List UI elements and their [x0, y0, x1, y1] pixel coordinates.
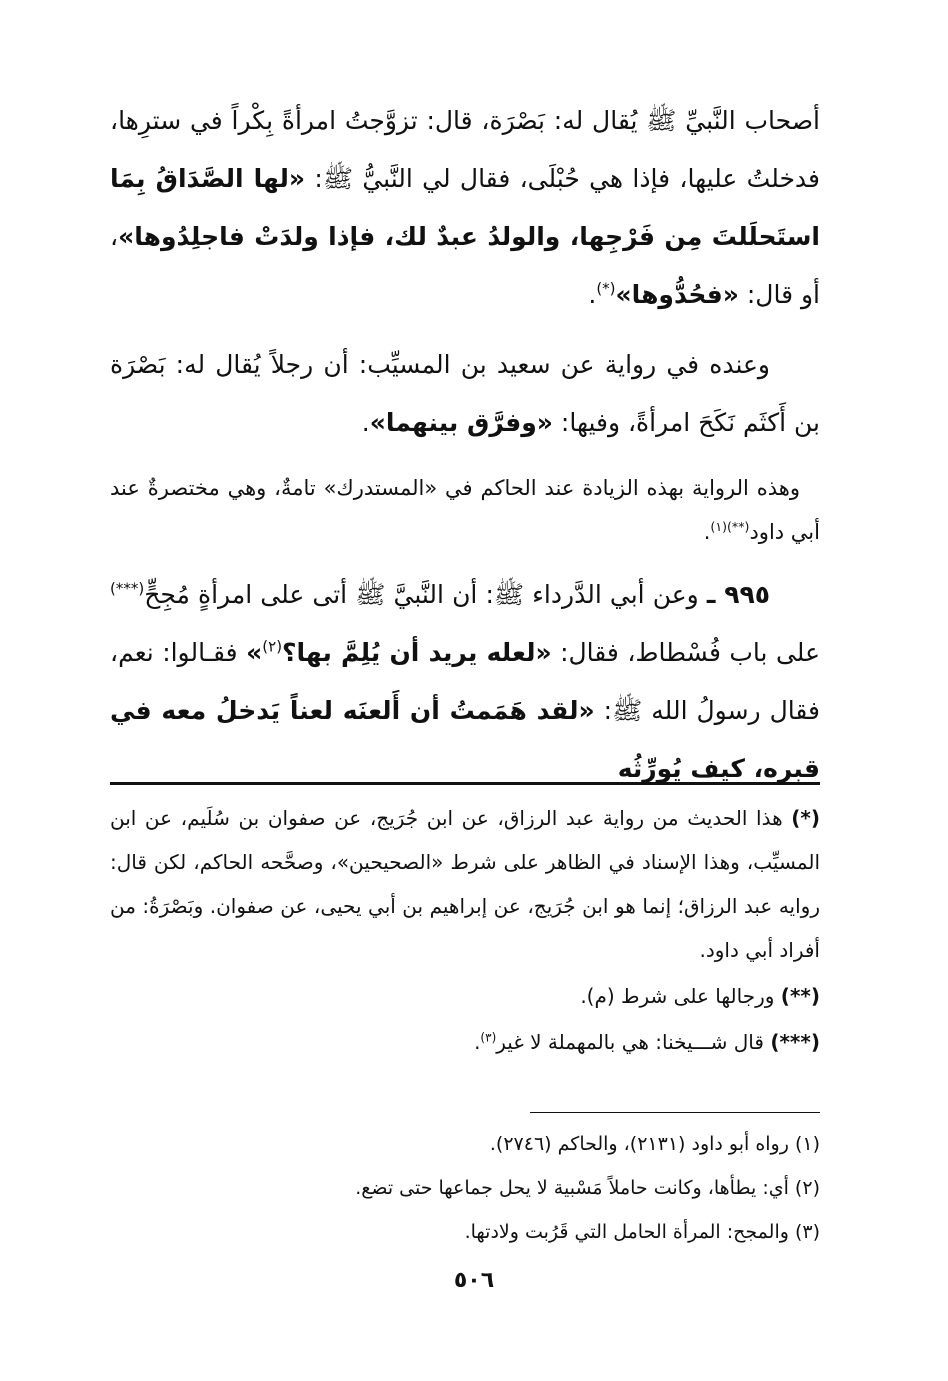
comment-2: [110, 974, 820, 1018]
comment-ref-1: (*): [596, 279, 616, 298]
paragraph-3-end: .: [703, 520, 711, 544]
paragraph-2-text: وعنده في رواية عن سعيد بن المسيِّب: أن رجلاً يُقال له: بَصْرَة بن أَكثَم نَكَحَ امرأةً، وفيها:: [110, 350, 820, 437]
main-text: [110, 92, 820, 798]
footnote-3: (٣) والمجح: المرأة الحامل التي قَرُبت ولادتها.: [464, 1221, 820, 1243]
paragraph-3-text: وهذه الرواية بهذه الزيادة عند الحاكم في «المستدرك» تامةٌ، وهي مختصرةٌ عند أبي داود: [110, 476, 820, 544]
footnote-2: (٢) أي: يطأها، وكانت حاملاً مَسْبية لا يحل جماعها حتى تضع.: [355, 1177, 820, 1199]
comment-2-mark: (**): [780, 984, 820, 1008]
paragraph-1-end: .: [588, 280, 597, 309]
hadith-quote: «لها الصَّدَاقُ بِمَا استَحلَلتَ مِن فَرْجِها، والولدُ عبدٌ لك، فإذا ولدَتْ فاجلِدُوها»: [110, 164, 820, 251]
comment-3-end: .: [474, 1030, 481, 1054]
paragraph-2-end: .: [361, 408, 370, 437]
hadith-quote-4: «لقد هَمَمتُ أن أَلعنَه لعناً يَدخلُ معه في قبره، كيف يُورِّثُه: [110, 696, 820, 783]
paragraph-4-text-b: على باب فُسْطاط، فقال:: [560, 638, 820, 667]
comment-1-mark: (*): [791, 806, 820, 830]
hadith-number: ٩٩٥ ـ: [706, 580, 770, 609]
comment-3: [110, 1020, 820, 1064]
paragraph-1-mid: ، أو قال:: [110, 222, 820, 309]
comment-ref-3: (***): [110, 579, 145, 598]
footnote-ref-2: (٢): [262, 637, 283, 656]
comment-2-text: ورجالها على شرط (م).: [580, 984, 775, 1008]
comment-3-mark: (***): [770, 1030, 820, 1054]
comments-divider: [110, 782, 820, 785]
comment-ref-2: (**)(١): [710, 519, 750, 534]
paragraph-2: [110, 336, 820, 452]
footnotes-divider: [530, 1112, 820, 1113]
hadith-quote-3-end: »: [246, 638, 263, 667]
footnote-1: (١) رواه أبو داود (٢١٣١)، والحاكم (٢٧٤٦).: [489, 1133, 820, 1155]
comment-1-text: هذا الحديث من رواية عبد الرزاق، عن ابن جُرَيج، عن صفوان بن سُلَيم، عن ابن المسيِّب، وهذا الإسناد في الظاهر على شرط «الصحيحين»، وصحَّحه الحاكم، لكن قال: روايه عبد الرزاق؛ إنما هو ابن جُرَيج، عن إبراهيم بن أبي يحيى، عن صفوان. وبَصْرَةُ: من أفراد أبي داود.: [110, 806, 820, 962]
comment-3-text: قال شـــيخنا: هي بالمهملة لا غير: [496, 1030, 764, 1054]
paragraph-3: [110, 466, 820, 554]
paragraph-4: [110, 566, 820, 798]
paragraph-1: [110, 92, 820, 324]
hadith-quote-3: «لعله يريد أن يُلِمَّ بها؟: [282, 638, 552, 667]
hadith-quote-alt: «فحُدُّوها»: [615, 280, 739, 309]
page-number: ٥٠٦: [453, 1268, 495, 1293]
hadith-quote-2: «وفرَّق بينهما»: [369, 408, 553, 437]
footnote-ref-3: (٣): [480, 1030, 497, 1045]
footnotes: [110, 1122, 820, 1254]
paragraph-1-text: أصحاب النَّبيِّ ﷺ يُقال له: بَصْرَة، قال: تزوَّجتُ امرأةً بِكْراً في سترِها، فدخلتُ عليها، فإذا هي حُبْلَى، فقال لي النَّبيُّ ﷺ:: [110, 106, 820, 193]
paragraph-4-text: وعن أبي الدَّرداء ﷺ: أن النَّبيَّ ﷺ أتى على امرأةٍ مُجِحٍّ: [144, 580, 699, 609]
comment-1: [110, 796, 820, 972]
editor-comments: [110, 796, 820, 1064]
paragraph-4-text-c: فقـالوا: نعم، فقال رسولُ الله ﷺ:: [110, 638, 820, 725]
